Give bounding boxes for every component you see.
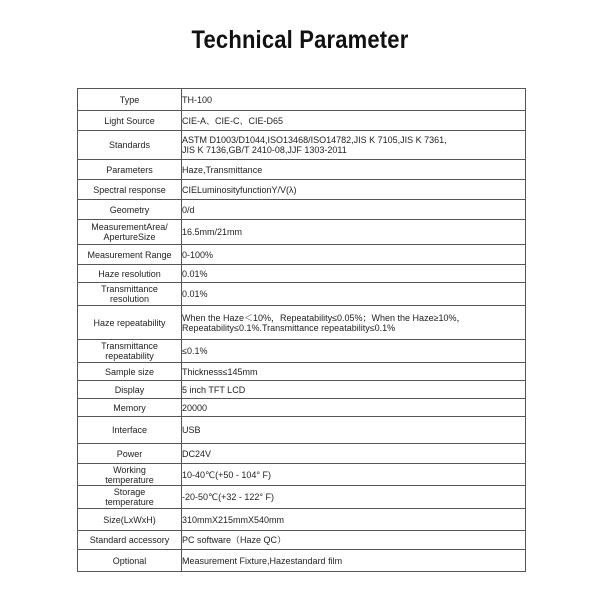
spec-label-cell <box>78 417 182 444</box>
spec-value-cell <box>182 550 526 572</box>
spec-label-cell <box>78 283 182 306</box>
spec-value: 16.5mm/21mm <box>182 227 243 237</box>
spec-label: Optional <box>112 555 147 566</box>
spec-label: Geometry <box>109 204 150 215</box>
spec-label-cell <box>78 131 182 160</box>
spec-value: CIELuminosityfunctionY/V(λ) <box>182 184 297 195</box>
spec-label-cell <box>78 486 182 509</box>
spec-label: Transmittance repeatability <box>101 341 158 361</box>
spec-label: Storage temperature <box>105 487 154 507</box>
spec-row <box>78 180 526 200</box>
spec-label-cell <box>78 340 182 363</box>
spec-value: TH-100 <box>182 94 213 105</box>
spec-value: USB <box>182 425 201 435</box>
spec-row <box>78 417 526 444</box>
spec-label-cell <box>78 531 182 550</box>
spec-row <box>78 306 526 340</box>
spec-value: 5 inch TFT LCD <box>182 384 246 395</box>
spec-label-cell <box>78 509 182 531</box>
spec-label: Transmittance resolution <box>101 284 158 304</box>
spec-row <box>78 89 526 111</box>
spec-label: Light Source <box>104 115 155 126</box>
spec-value-cell <box>182 245 526 265</box>
spec-value: CIE-A、CIE-C、CIE-D65 <box>182 115 284 126</box>
spec-value-cell <box>182 340 526 363</box>
spec-label: Working temperature <box>105 464 154 485</box>
spec-row <box>78 509 526 531</box>
spec-label: Interface <box>111 425 148 435</box>
spec-label-cell <box>78 160 182 180</box>
spec-value: Haze,Transmittance <box>182 164 263 175</box>
spec-value: 0/d <box>182 204 195 215</box>
spec-row <box>78 160 526 180</box>
spec-label-cell <box>78 111 182 131</box>
spec-value: 0.01% <box>182 289 208 299</box>
spec-label-cell <box>78 399 182 417</box>
spec-row <box>78 245 526 265</box>
spec-row <box>78 283 526 306</box>
spec-row <box>78 381 526 399</box>
spec-label: Power <box>116 448 143 459</box>
spec-label: Standard accessory <box>89 535 170 545</box>
spec-label-cell <box>78 89 182 111</box>
spec-value-cell <box>182 306 526 340</box>
spec-label: Parameters <box>106 164 153 175</box>
spec-row <box>78 486 526 509</box>
spec-value-cell <box>182 160 526 180</box>
spec-value-cell <box>182 220 526 245</box>
spec-value-cell <box>182 464 526 486</box>
spec-value-cell <box>182 444 526 464</box>
spec-value: ASTM D1003/D1044,ISO13468/ISO14782,JIS K 7105,JIS K 7361, JIS K 7136,GB/T 2410-08,JJF 1303-2011 <box>182 135 447 155</box>
page-title: Technical Parameter <box>191 26 409 54</box>
spec-label-cell <box>78 464 182 486</box>
spec-value: 20000 <box>182 402 208 413</box>
spec-label: Measurement Range <box>87 249 172 260</box>
spec-value: DC24V <box>182 448 212 459</box>
spec-label: Display <box>114 384 145 395</box>
spec-value: Measurement Fixture,Hazestandard film <box>182 555 343 566</box>
spec-label-cell <box>78 180 182 200</box>
spec-label-cell <box>78 444 182 464</box>
spec-label: Type <box>119 94 140 105</box>
spec-label: Size(LxWxH) <box>103 514 156 525</box>
spec-row <box>78 464 526 486</box>
spec-value-cell <box>182 363 526 381</box>
spec-row <box>78 220 526 245</box>
spec-label: MeasurementArea/ ApertureSize <box>91 222 168 242</box>
spec-label: Haze repeatability <box>93 317 166 328</box>
spec-value: 10-40℃(+50 - 104° F) <box>182 469 271 480</box>
spec-value-cell <box>182 531 526 550</box>
spec-value: -20-50℃(+32 - 122° F) <box>182 492 274 502</box>
spec-value-cell <box>182 486 526 509</box>
spec-row <box>78 265 526 283</box>
spec-row <box>78 531 526 550</box>
spec-value-cell <box>182 200 526 220</box>
spec-label-cell <box>78 220 182 245</box>
spec-label-cell <box>78 306 182 340</box>
spec-value: Thickness≤145mm <box>182 366 258 377</box>
spec-value-cell <box>182 180 526 200</box>
spec-label: Sample size <box>104 366 155 377</box>
spec-label: Haze resolution <box>98 268 161 279</box>
spec-label: Spectral response <box>93 184 166 195</box>
spec-value-cell <box>182 399 526 417</box>
spec-row <box>78 444 526 464</box>
spec-row <box>78 340 526 363</box>
spec-value: When the Haze＜10%，Repeatability≤0.05%；When the Haze≥10%， Repeatability≤0.1%.Transmittance repeatability≤0.1% <box>182 312 466 333</box>
spec-row <box>78 111 526 131</box>
spec-value-cell <box>182 417 526 444</box>
spec-value: 0-100% <box>182 249 214 260</box>
spec-value-cell <box>182 509 526 531</box>
spec-value: ≤0.1% <box>182 346 208 356</box>
spec-label-cell <box>78 550 182 572</box>
spec-label-cell <box>78 381 182 399</box>
spec-value-cell <box>182 111 526 131</box>
spec-label-cell <box>78 245 182 265</box>
spec-value-cell <box>182 265 526 283</box>
spec-label-cell <box>78 265 182 283</box>
spec-row <box>78 200 526 220</box>
spec-row <box>78 363 526 381</box>
spec-label: Memory <box>113 402 146 413</box>
spec-value: 310mmX215mmX540mm <box>182 514 285 525</box>
spec-table <box>77 88 526 572</box>
spec-value: 0.01% <box>182 268 208 279</box>
spec-row <box>78 399 526 417</box>
spec-label: Standards <box>108 140 151 150</box>
spec-value-cell <box>182 131 526 160</box>
spec-value-cell <box>182 89 526 111</box>
spec-table-body <box>78 89 526 572</box>
spec-row <box>78 131 526 160</box>
spec-value-cell <box>182 381 526 399</box>
spec-value: PC software（Haze QC） <box>182 535 287 545</box>
spec-value-cell <box>182 283 526 306</box>
spec-row <box>78 550 526 572</box>
spec-label-cell <box>78 363 182 381</box>
spec-label-cell <box>78 200 182 220</box>
